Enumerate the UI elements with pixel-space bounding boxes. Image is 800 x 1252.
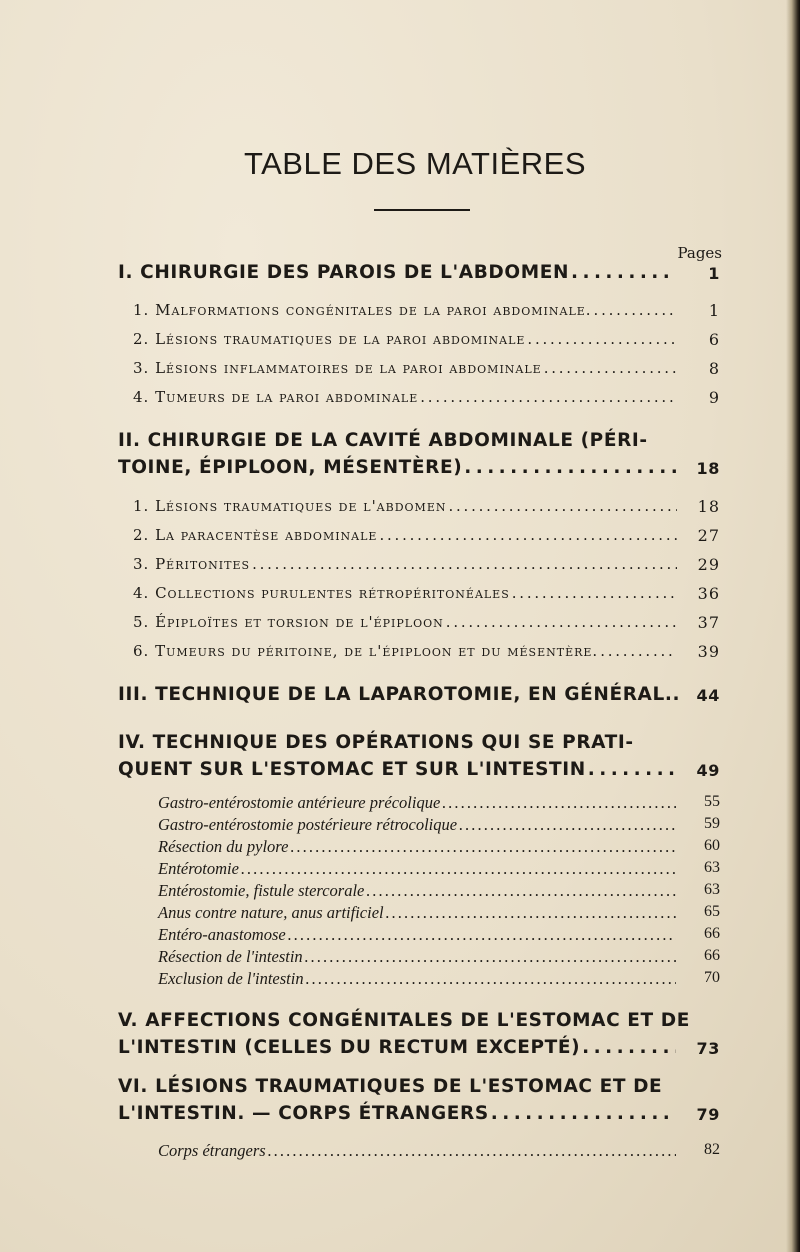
toc-item-label: 4. Collections purulentes rétropéritonéales <box>133 584 510 602</box>
toc-item-page: 29 <box>697 555 720 574</box>
toc-item-label: 3. Péritonites <box>133 555 251 573</box>
section-4-title-line1: IV. TECHNIQUE DES OPÉRATIONS QUI SE PRATI- <box>118 732 634 753</box>
toc-item-label: 5. Épiploïtes et torsion de l'épiploon <box>133 613 444 631</box>
toc-item-page: 1 <box>708 301 720 320</box>
toc-item-label: 4. Tumeurs de la paroi abdominale <box>133 388 419 406</box>
toc-item-label: Résection du pylore <box>158 837 289 856</box>
toc-item-label: 3. Lésions inflammatoires de la paroi abdominale <box>133 359 542 377</box>
section-2-title-line2: TOINE, ÉPIPLOON, MÉSENTÈRE) <box>118 457 463 478</box>
toc-item-page: 36 <box>697 584 720 603</box>
toc-item-label: Exclusion de l'intestin <box>158 969 304 988</box>
pages-header: Pages <box>677 244 722 262</box>
section-5-title-line1: V. AFFECTIONS CONGÉNITALES DE L'ESTOMAC ET DE <box>118 1010 690 1031</box>
toc-item-page: 9 <box>708 388 720 407</box>
toc-item-page: 37 <box>697 613 720 632</box>
toc-item-page: 39 <box>697 642 720 661</box>
section-5-heading <box>118 1037 678 1058</box>
toc-item-label: 1. Malformations congénitales de la paroi abdominale. <box>133 301 592 319</box>
section-5-title-line2: L'INTESTIN (CELLES DU RECTUM EXCEPTÉ) <box>118 1037 581 1058</box>
section-4-page: 49 <box>696 761 720 780</box>
toc-item-page: 27 <box>697 526 720 545</box>
section-6-title-line2: L'INTESTIN. — CORPS ÉTRANGERS <box>118 1103 489 1124</box>
toc-item-page: 18 <box>697 497 720 516</box>
section-1-title: I. CHIRURGIE DES PAROIS DE L'ABDOMEN <box>118 262 570 283</box>
section-1-page: 1 <box>708 264 720 283</box>
section-6-title-line1: VI. LÉSIONS TRAUMATIQUES DE L'ESTOMAC ET DE <box>118 1076 663 1097</box>
toc-item-label: 6. Tumeurs du péritoine, de l'épiploon et du mésentère. <box>133 642 599 660</box>
toc-item-page: 8 <box>708 359 720 378</box>
toc-item-page: 63 <box>704 881 720 898</box>
toc-item-page: 59 <box>704 815 720 832</box>
toc-item-page: 82 <box>704 1141 720 1158</box>
toc-item-page: 63 <box>704 859 720 876</box>
toc-item-page: 66 <box>704 947 720 964</box>
section-5-page: 73 <box>696 1039 720 1058</box>
toc-item-label: Anus contre nature, anus artificiel <box>158 903 384 922</box>
toc-item-label: Gastro-entérostomie antérieure précolique <box>158 793 441 812</box>
section-6-heading <box>118 1103 678 1124</box>
toc-item-label: Entéro-anastomose <box>158 925 286 944</box>
toc-item-page: 60 <box>704 837 720 854</box>
toc-item-page: 6 <box>708 330 720 349</box>
toc-item-page: 55 <box>704 793 720 810</box>
section-2-page: 18 <box>696 459 720 478</box>
page-edge-shadow <box>786 0 800 1252</box>
section-3-heading <box>118 684 681 705</box>
section-6-page: 79 <box>696 1105 720 1124</box>
section-2-heading <box>118 457 678 478</box>
toc-item-label: Résection de l'intestin <box>158 947 303 966</box>
toc-item-label: Entérotomie <box>158 859 239 878</box>
section-3-page: 44 <box>696 686 720 705</box>
title-rule <box>374 209 470 211</box>
section-2-title-line1: II. CHIRURGIE DE LA CAVITÉ ABDOMINALE (PÉRI- <box>118 430 648 451</box>
section-3-title: III. TECHNIQUE DE LA LAPAROTOMIE, EN GÉNÉRAL.. <box>118 684 681 705</box>
toc-item-label: 2. La paracentèse abdominale <box>133 526 378 544</box>
page-title: TABLE DES MATIÈRES <box>243 146 587 181</box>
toc-item-label: Corps étrangers <box>158 1141 266 1160</box>
toc-item-label: 2. Lésions traumatiques de la paroi abdominale <box>133 330 526 348</box>
toc-item-label: 1. Lésions traumatiques de l'abdomen <box>133 497 447 515</box>
section-1-heading <box>118 262 678 283</box>
toc-item-label: Gastro-entérostomie postérieure rétrocolique <box>158 815 458 834</box>
toc-item-page: 65 <box>704 903 720 920</box>
section-4-title-line2: QUENT SUR L'ESTOMAC ET SUR L'INTESTIN <box>118 759 586 780</box>
toc-item-page: 70 <box>704 969 720 986</box>
toc-item-page: 66 <box>704 925 720 942</box>
section-4-heading <box>118 759 678 780</box>
toc-item-label: Entérostomie, fistule stercorale <box>158 881 365 900</box>
